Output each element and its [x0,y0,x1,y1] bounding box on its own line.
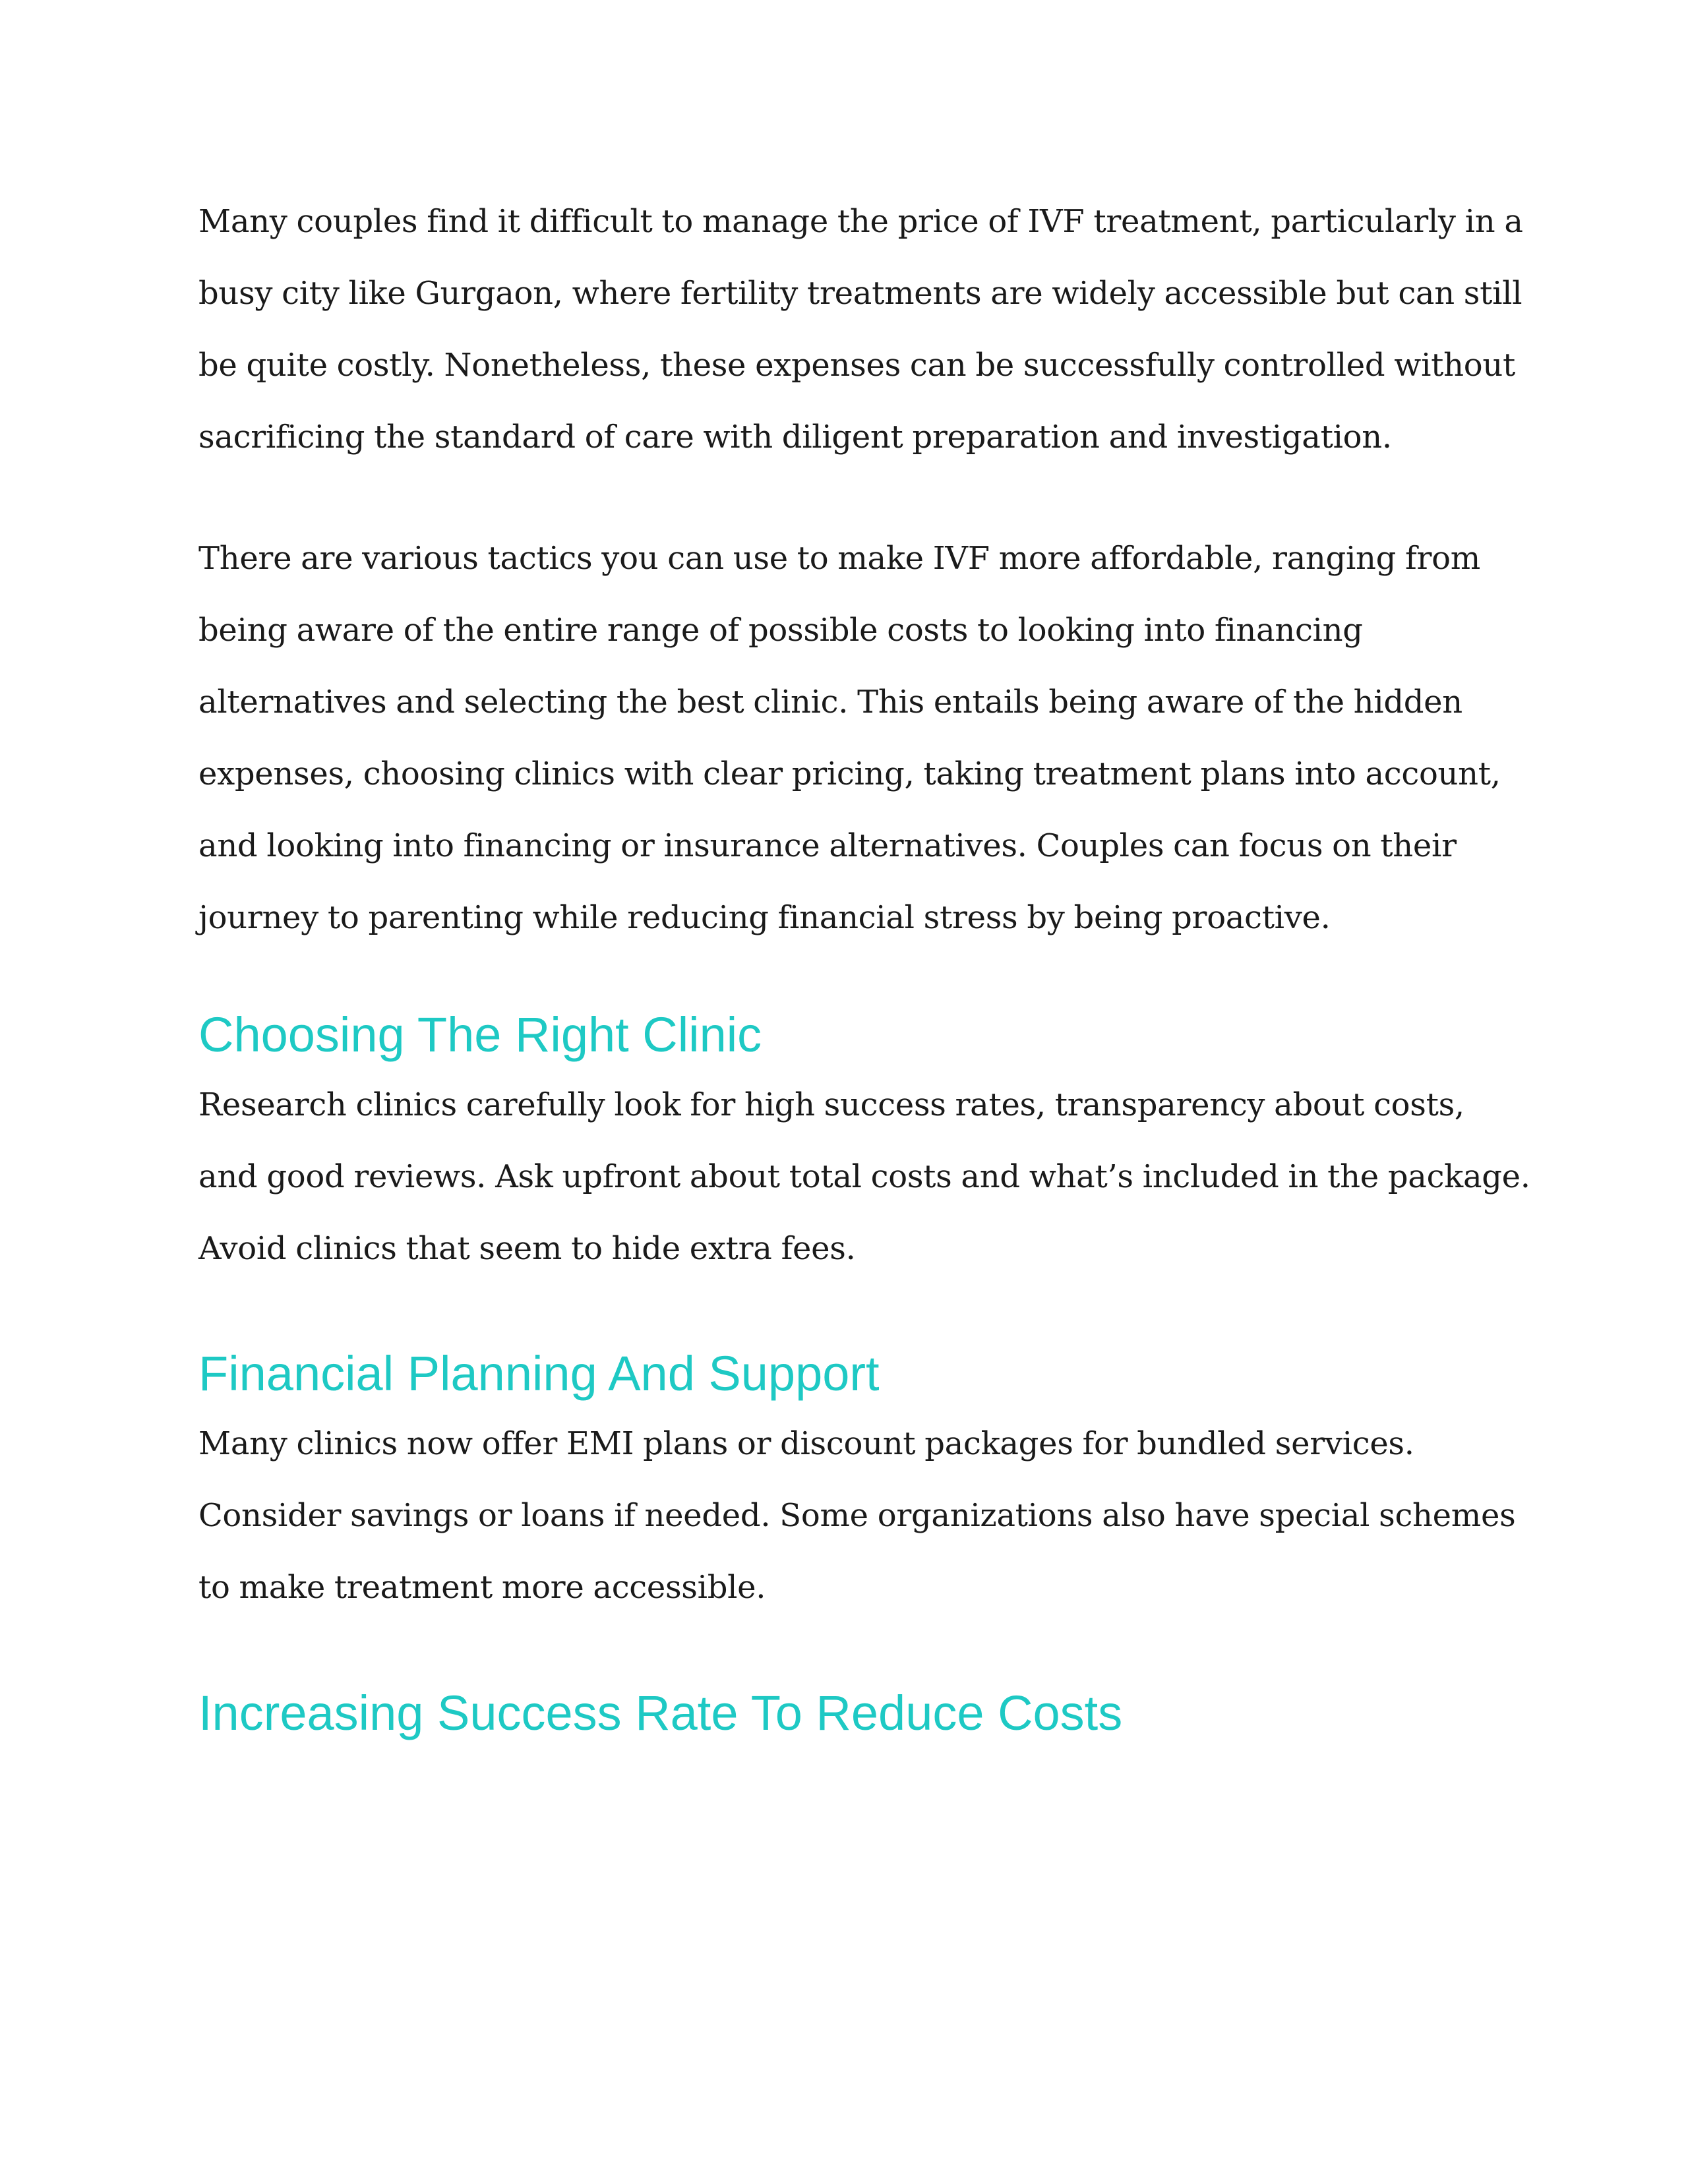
intro-paragraph-1: Many couples find it difficult to manage the price of IVF treatment, particularly in a busy city like Gurgaon, where fertility treatments are widely accessible but can still be quite costly. Nonetheless, these expenses can be successfully controlled without sacrificing the standard of care with diligent preparation and investigation. [198,203,1523,456]
section-body-choosing-clinic: Research clinics carefully look for high success rates, transparency about costs, and good reviews. Ask upfront about total costs and what’s included in the package. Avoid clinics that seem to hide extra fees. [198,1086,1530,1267]
section-body-financial-planning: Many clinics now offer EMI plans or discount packages for bundled services. Consider savings or loans if needed. Some organizations also have special schemes to make treatment more accessible. [198,1425,1516,1606]
section-heading-increasing-success: Increasing Success Rate To Reduce Costs [198,1686,1123,1740]
document-page [198,186,1530,1745]
section-heading-financial-planning: Financial Planning And Support [198,1346,880,1401]
intro-paragraph-2: There are various tactics you can use to make IVF more affordable, ranging from being aware of the entire range of possible costs to looking into financing alternatives and selecting the best clinic. This entails being aware of the hidden expenses, choosing clinics with clear pricing, taking treatment plans into account, and looking into financing or insurance alternatives. Couples can focus on their journey to parenting while reducing financial stress by being proactive. [198,540,1501,936]
section-heading-choosing-clinic: Choosing The Right Clinic [198,1007,762,1062]
